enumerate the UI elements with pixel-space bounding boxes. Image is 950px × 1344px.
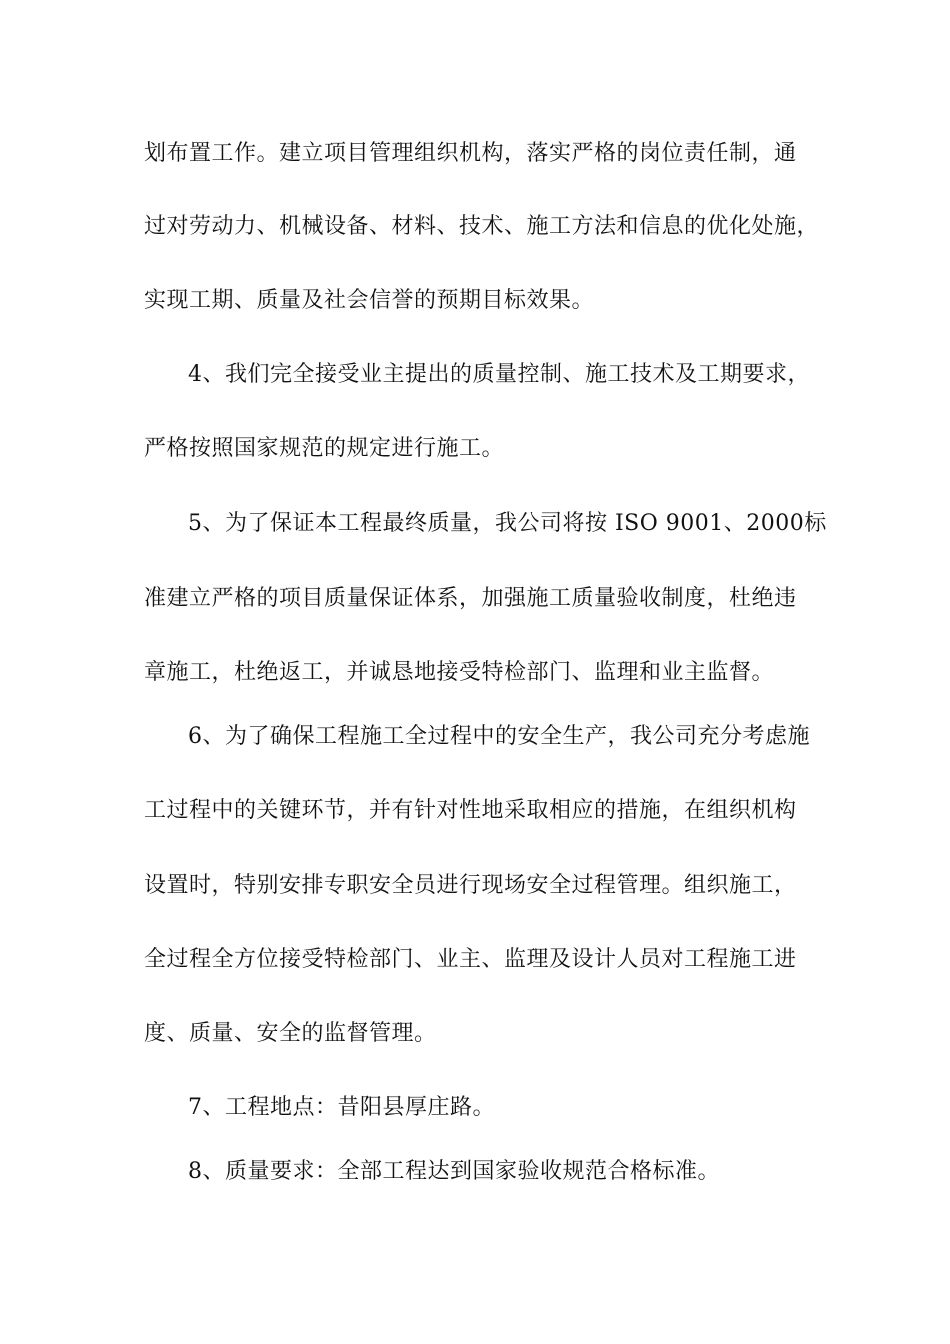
- paragraph-4-line: 4、我们完全接受业主提出的质量控制、施工技术及工期要求，: [188, 362, 810, 387]
- text-line: 严格按照国家规范的规定进行施工。: [144, 436, 505, 461]
- paragraph-5-line: 5、为了保证本工程最终质量，我公司将按 ISO 9001、2000标: [188, 511, 827, 536]
- text-line: 全过程全方位接受特检部门、业主、监理及设计人员对工程施工进: [144, 947, 797, 972]
- paragraph-8-line: 8、质量要求：全部工程达到国家验收规范合格标准。: [188, 1159, 720, 1184]
- paragraph-7-line: 7、工程地点：昔阳县厚庄路。: [188, 1095, 495, 1120]
- text-line: 度、质量、安全的监督管理。: [144, 1021, 437, 1046]
- text-line: 准建立严格的项目质量保证体系，加强施工质量验收制度，杜绝违: [144, 586, 797, 611]
- text-line: 划布置工作。建立项目管理组织机构，落实严格的岗位责任制，通: [144, 141, 797, 166]
- paragraph-6-line: 6、为了确保工程施工全过程中的安全生产，我公司充分考虑施: [188, 724, 810, 749]
- text-line: 设置时，特别安排专职安全员进行现场安全过程管理。组织施工，: [144, 873, 797, 898]
- text-line: 工过程中的关键环节，并有针对性地采取相应的措施，在组织机构: [144, 798, 797, 823]
- text-line: 章施工，杜绝返工，并诚恳地接受特检部门、监理和业主监督。: [144, 660, 775, 685]
- text-line: 过对劳动力、机械设备、材料、技术、施工方法和信息的优化处施，: [144, 214, 820, 239]
- text-line: 实现工期、质量及社会信誉的预期目标效果。: [144, 288, 595, 313]
